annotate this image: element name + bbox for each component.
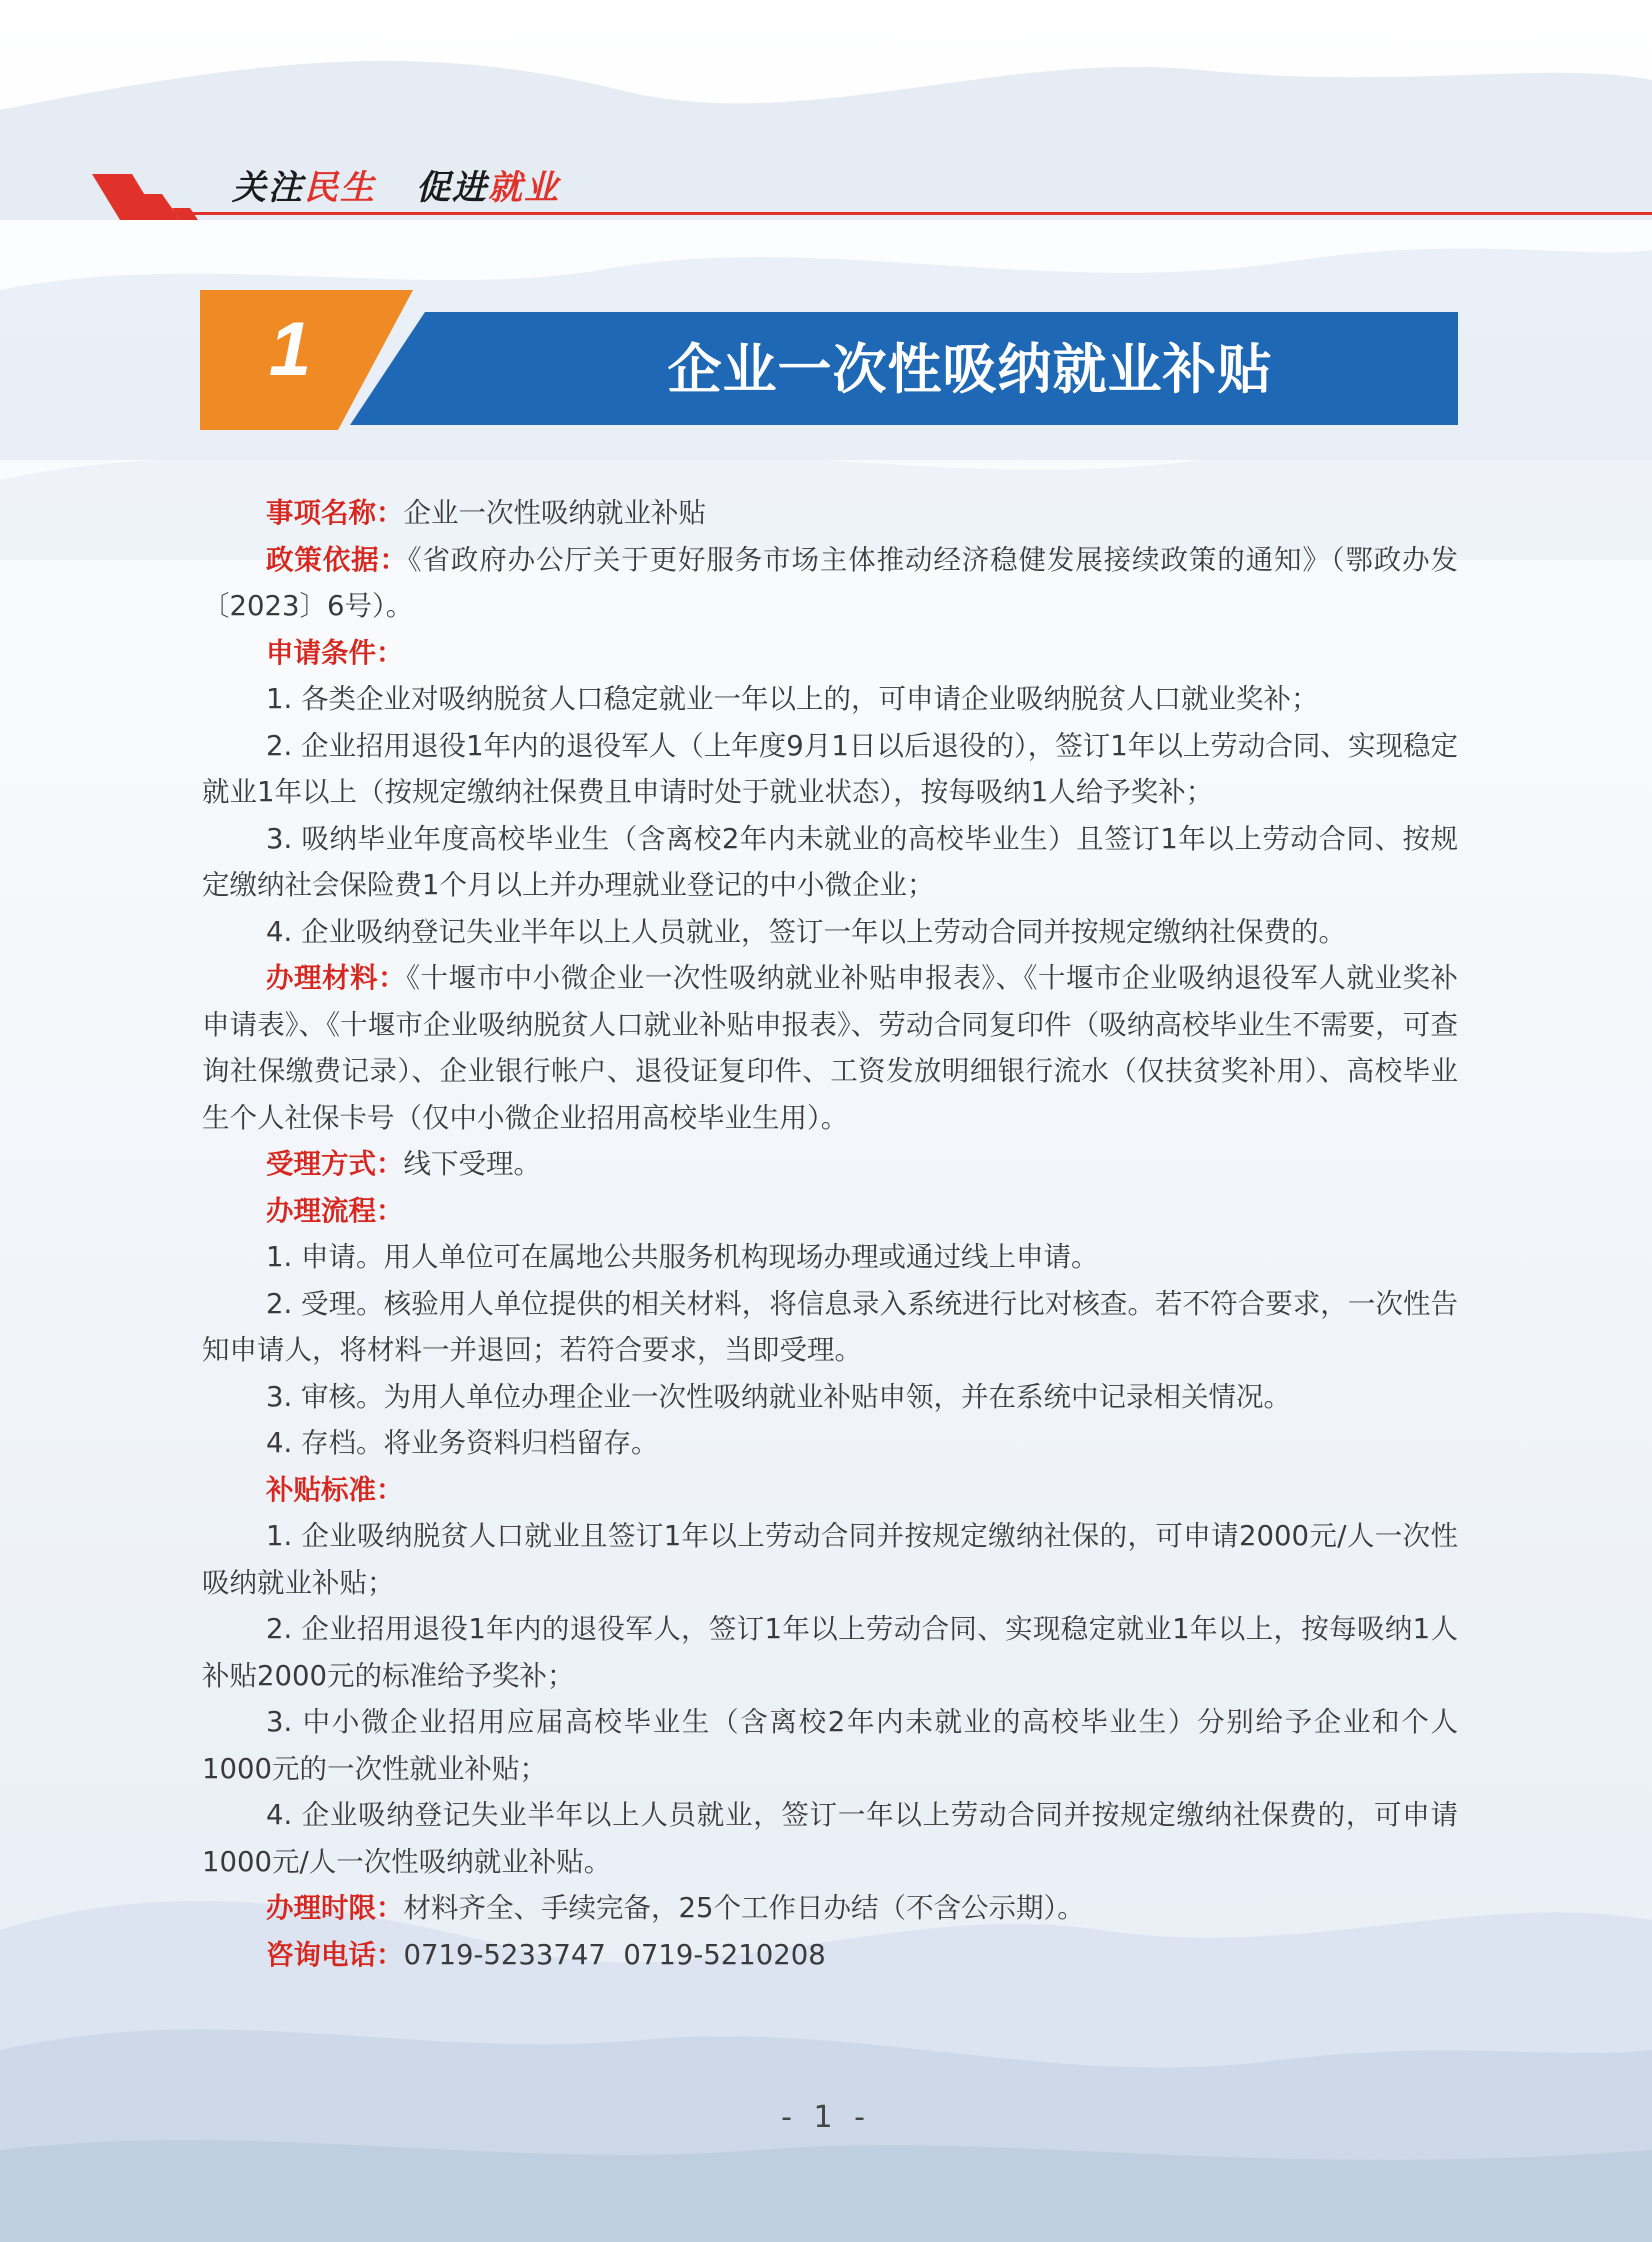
standard-item: 4. 企业吸纳登记失业半年以上人员就业，签订一年以上劳动合同并按规定缴纳社保费的，可申请1000元/人一次性吸纳就业补贴。 [202, 1799, 1458, 1878]
method-text: 线下受理。 [403, 1148, 541, 1180]
section-number: 1 [268, 307, 312, 392]
method-paragraph [202, 1141, 1458, 1188]
materials-text: 《十堰市中小微企业一次性吸纳就业补贴申报表》、《十堰市企业吸纳退役军人就业奖补申请表》、《十堰市企业吸纳脱贫人口就业补贴申报表》、劳动合同复印件（吸纳高校毕业生不需要，可查询社保缴费记录）、企业银行帐户、退役证复印件、工资发放明细银行流水（仅扶贫奖补用）、高校毕业生个人社保卡号（仅中小微企业招用高校毕业生用）。 [202, 962, 1458, 1134]
materials-paragraph [202, 955, 1458, 1141]
policy-basis-label: 政策依据： [266, 543, 408, 576]
slogan-part-4: 就业 [488, 168, 560, 208]
document-body [202, 490, 1458, 1978]
process-item: 1. 申请。用人单位可在属地公共服务机构现场办理或通过线上申请。 [266, 1241, 1099, 1273]
page-number: - 1 - [781, 2100, 871, 2135]
method-label: 受理方式： [266, 1148, 404, 1180]
policy-basis-text: 《省政府办公厅关于更好服务市场主体推动经济稳健发展接续政策的通知》（鄂政办发〔2023〕6号）。 [202, 543, 1458, 622]
phone-label: 咨询电话： [266, 1938, 404, 1971]
slogan-part-2: 民生 [304, 168, 376, 208]
section-title: 企业一次性吸纳就业补贴 [667, 338, 1273, 401]
section-banner [200, 290, 1458, 430]
standard-item: 1. 企业吸纳脱贫人口就业且签订1年以上劳动合同并按规定缴纳社保的，可申请2000元/人一次性吸纳就业补贴； [202, 1520, 1458, 1599]
conditions-label: 申请条件： [266, 636, 404, 669]
process-item: 2. 受理。核验用人单位提供的相关材料，将信息录入系统进行比对核查。若不符合要求，一次性告知申请人，将材料一并退回；若符合要求，当即受理。 [202, 1287, 1458, 1366]
phone-text: 0719-5233747 0719-5210208 [403, 1938, 826, 1971]
standard-item: 3. 中小微企业招用应届高校毕业生（含离校2年内未就业的高校毕业生）分别给予企业和个人1000元的一次性就业补贴； [202, 1706, 1458, 1785]
slogan-part-1: 关注 [232, 168, 304, 208]
item-name-label: 事项名称： [266, 497, 404, 529]
condition-item: 2. 企业招用退役1年内的退役军人（上年度9月1日以后退役的），签订1年以上劳动合同、实现稳定就业1年以上（按规定缴纳社保费且申请时处于就业状态），按每吸纳1人给予奖补； [202, 729, 1458, 808]
process-heading [202, 1188, 1458, 1235]
time-limit-paragraph [202, 1885, 1458, 1932]
condition-item: 3. 吸纳毕业年度高校毕业生（含离校2年内未就业的高校毕业生）且签订1年以上劳动合同、按规定缴纳社会保险费1个月以上并办理就业登记的中小微企业； [202, 822, 1458, 901]
process-item: 3. 审核。为用人单位办理企业一次性吸纳就业补贴申领，并在系统中记录相关情况。 [266, 1380, 1291, 1413]
standard-item: 2. 企业招用退役1年内的退役军人，签订1年以上劳动合同、实现稳定就业1年以上，按每吸纳1人补贴2000元的标准给予奖补； [202, 1613, 1458, 1692]
item-name-text: 企业一次性吸纳就业补贴 [403, 497, 706, 529]
condition-item: 4. 企业吸纳登记失业半年以上人员就业，签订一年以上劳动合同并按规定缴纳社保费的。 [266, 915, 1346, 948]
standards-label: 补贴标准： [266, 1473, 404, 1506]
header-slogan [232, 160, 560, 209]
policy-basis-paragraph [202, 537, 1458, 630]
phone-paragraph [202, 1932, 1458, 1979]
standards-heading [202, 1467, 1458, 1514]
slogan-part-3: 促进 [416, 168, 488, 208]
item-name-paragraph [202, 490, 1458, 537]
time-limit-text: 材料齐全、手续完备，25个工作日办结（不含公示期）。 [403, 1892, 1085, 1924]
conditions-heading [202, 630, 1458, 677]
time-limit-label: 办理时限： [266, 1892, 404, 1924]
condition-item: 1. 各类企业对吸纳脱贫人口稳定就业一年以上的，可申请企业吸纳脱贫人口就业奖补； [266, 683, 1319, 715]
process-item: 4. 存档。将业务资料归档留存。 [266, 1427, 659, 1459]
process-label: 办理流程： [266, 1194, 404, 1227]
materials-label: 办理材料： [266, 962, 407, 994]
